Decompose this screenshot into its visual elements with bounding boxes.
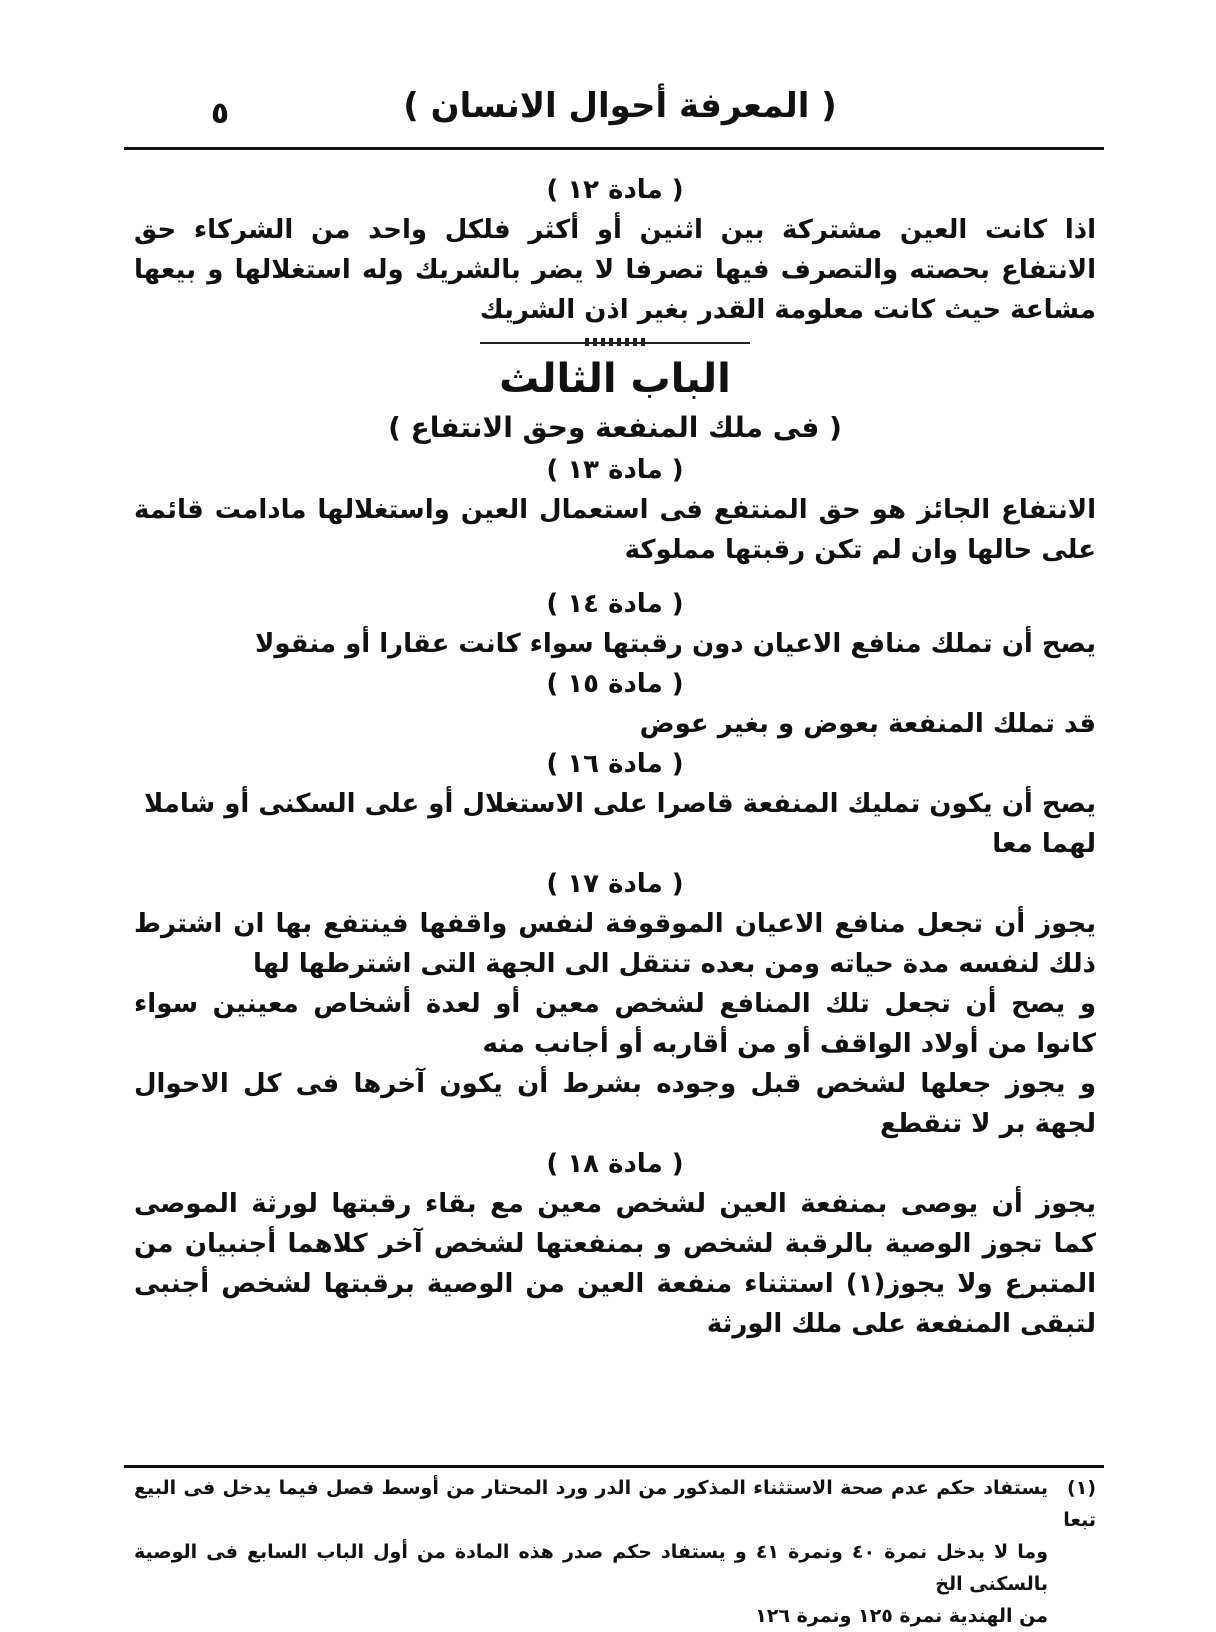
article-12-title: ( مادة ١٢ ) [546, 175, 684, 205]
article-17-title: ( مادة ١٧ ) [546, 869, 684, 899]
article-17-para-1: يجوز أن تجعل منافع الاعيان الموقوفة لنفس واقفها فينتفع بها ان اشترط ذلك لنفسه مدة حياته ومن بعده تنتقل الى الجهة التى اشترطها لها [134, 909, 1096, 979]
running-head: ( المعرفة أحوال الانسان ) [403, 86, 837, 126]
article-16-title: ( مادة ١٦ ) [546, 749, 684, 779]
article-15-text: قد تملك المنفعة بعوض و بغير عوض [639, 709, 1096, 739]
footnote-marker: (١) [1067, 1477, 1096, 1499]
footnote-line-3: من الهندية نمرة ١٢٥ ونمرة ١٢٦ [755, 1605, 1048, 1627]
article-17-para-3: و يجوز جعلها لشخص قبل وجوده بشرط أن يكون آخرها فى كل الاحوال لجهة بر لا تنقطع [134, 1069, 1096, 1139]
footnote-rule [124, 1465, 1104, 1468]
article-15-title: ( مادة ١٥ ) [546, 669, 684, 699]
article-13-title: ( مادة ١٣ ) [546, 455, 684, 485]
section-divider [480, 342, 750, 344]
chapter-title: الباب الثالث [499, 356, 731, 402]
document-body [134, 170, 1096, 1344]
article-16-text: يصح أن يكون تمليك المنفعة قاصرا على الاستغلال أو على السكنى أو شاملا لهما معا [144, 789, 1096, 859]
article-13-text: الانتفاع الجائز هو حق المنتفع فى استعمال العين واستغلالها مادامت قائمة على حالها وان لم تكن رقبتها مملوكة [134, 495, 1096, 565]
footnote-line-1 [134, 1472, 1096, 1536]
footnote-text-1: يستفاد حكم عدم صحة الاستثناء المذكور من الدر ورد المحتار من أوسط فصل فيما يدخل فى البيع تبعا [134, 1477, 1096, 1531]
article-12-text: اذا كانت العين مشتركة بين اثنين أو أكثر فلكل واحد من الشركاء حق الانتفاع بحصته والتصرف فيها تصرفا لا يضر بالشريك وله استغلالها و بيعها مشاعة حيث كانت معلومة القدر بغير اذن الشريك [134, 215, 1096, 325]
article-18-text: يجوز أن يوصى بمنفعة العين لشخص معين مع بقاء رقبتها لورثة الموصى كما تجوز الوصية بالرقبة لشخص و بمنفعتها لشخص آخر كلاهما أجنبيان من المتبرع ولا يجوز(١) استثناء منفعة العين من الوصية برقبتها لشخص أجنبى لتبقى المنفعة على ملك الورثة [134, 1189, 1096, 1339]
footnote-line-2: وما لا يدخل نمرة ٤٠ ونمرة ٤١ و يستفاد حكم صدر هذه المادة من أول الباب السابع فى الوصية بالسكنى الخ [134, 1541, 1049, 1595]
chapter-subtitle: ( فى ملك المنفعة وحق الانتفاع ) [388, 411, 842, 444]
footnotes [134, 1472, 1096, 1632]
article-18-title: ( مادة ١٨ ) [546, 1149, 684, 1179]
article-14-title: ( مادة ١٤ ) [546, 589, 684, 619]
article-17-para-2: و يصح أن تجعل تلك المنافع لشخص معين أو لعدة أشخاص معينين سواء كانوا من أولاد الواقف أو من أقاربه أو أجانب منه [134, 989, 1096, 1059]
header-rule [124, 147, 1104, 150]
article-14-text: يصح أن تملك منافع الاعيان دون رقبتها سواء كانت عقارا أو منقولا [254, 629, 1096, 659]
page-number: ٥ [210, 96, 230, 131]
